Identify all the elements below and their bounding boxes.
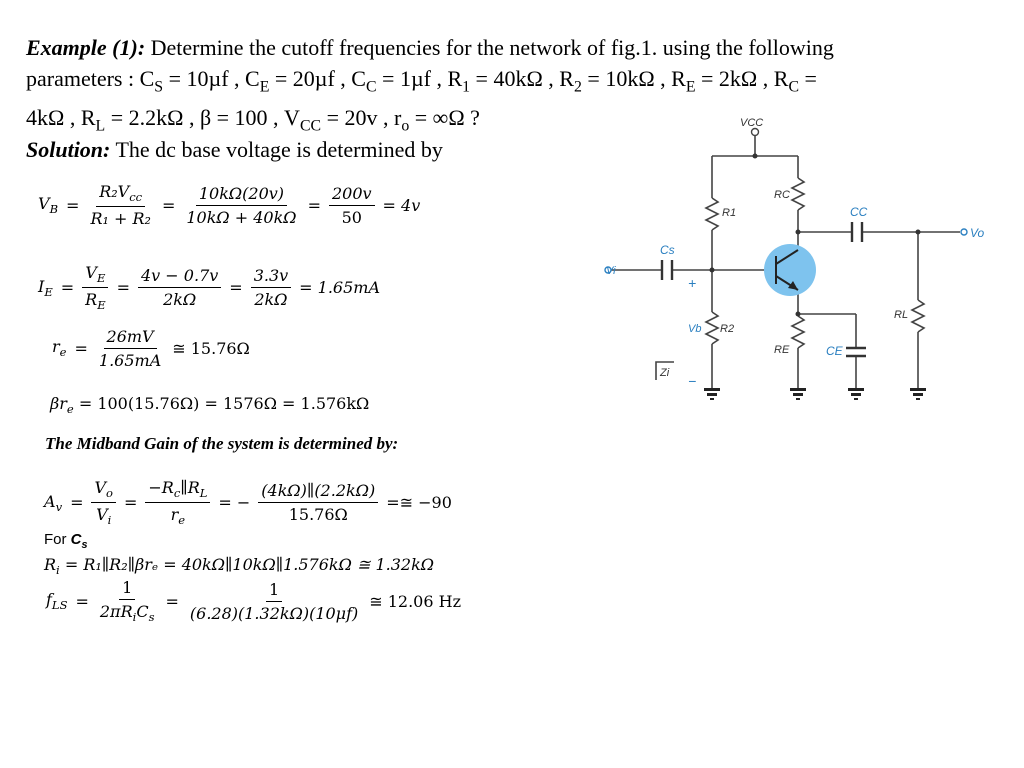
vcc-terminal: [752, 129, 759, 136]
problem-line-1: Determine the cutoff frequencies for the network of fig.1. using the following: [145, 35, 834, 60]
for-cs-label: For $C_s$: [44, 531, 88, 551]
solution-line: [26, 137, 443, 163]
param-r1: = 40kΩ , R: [470, 66, 574, 91]
r2-resistor: [706, 312, 718, 344]
rc-resistor: [792, 178, 804, 210]
rc-label: RC: [774, 189, 790, 201]
sub-cs: S: [154, 78, 164, 96]
param-ce: = 20µf , C: [269, 66, 366, 91]
param-rl: = 2.2kΩ , β = 100 , V: [105, 105, 300, 131]
param-vcc: = 20v , r: [321, 105, 402, 131]
r1-resistor: [706, 198, 718, 230]
re-equation: $r_e$ = $\frac{26mV}{1.65mA}$ ≅ 15.76Ω: [52, 327, 250, 370]
vo-terminal: [961, 229, 967, 235]
rl-resistor: [912, 300, 924, 332]
fls-equation: $f_{LS}$ = $\frac{1}{2\pi R_iC_s}$ = $\frac{1}{(6.28)(1.32k\Omega)(10\mu f)}$ ≅ 12.06 Hz: [46, 578, 461, 625]
minus-sign: −: [688, 373, 697, 389]
sub-r2: 2: [573, 78, 582, 96]
param-r2: = 10kΩ , R: [581, 66, 686, 91]
vcc-label: VCC: [740, 117, 764, 129]
midband-heading: The Midband Gain of the system is determined by:: [45, 434, 399, 453]
sub-re: E: [685, 78, 696, 96]
r2-label: R2: [720, 323, 735, 335]
re-label: RE: [774, 344, 790, 356]
param-line-3: 4kΩ , R: [26, 105, 96, 131]
sub-rc: C: [788, 78, 800, 96]
vo-label: Vo: [970, 226, 985, 240]
vb-label: Vb: [688, 323, 702, 335]
plus-sign: +: [688, 275, 697, 291]
r1-label: R1: [722, 207, 737, 219]
vb-equation: $V_B$ = $\frac{R_2V_{cc}}{\text{R₁ + R₂}}$ = $\frac{10k\Omega(20v)}{10k\Omega + 40k\Omega}$ = $\frac{200v}{50}$ = 4v: [38, 182, 421, 229]
cs-label: Cs: [660, 243, 675, 257]
ground-symbols: [704, 388, 926, 400]
sub-rl: L: [95, 117, 106, 135]
cc-label: CC: [850, 205, 868, 219]
param-re: = 2kΩ , R: [695, 66, 789, 91]
zi-label: Zi: [660, 367, 670, 379]
sub-ce: E: [259, 78, 270, 96]
sub-vcc: CC: [299, 117, 322, 135]
solution-heading: Solution:: [26, 137, 111, 162]
sub-r1: 1: [462, 78, 471, 96]
solution-text: The dc base voltage is determined by: [110, 137, 443, 162]
av-equation: $A_v$ = $\frac{V_o}{V_i}$ = $\frac{-R_c\parallel R_L}{r_e}$ = − $\frac{(4k\Omega)\parallel(2.2k\Omega)}{15.76\Omega}$ =≅ −90: [44, 478, 452, 528]
ri-equation: $R_i$ = R₁∥R₂∥βrₑ = 40kΩ∥10kΩ∥1.576kΩ ≅ 1.32kΩ: [44, 555, 435, 578]
example-heading: Example (1):: [26, 35, 146, 60]
sub-ro: o: [401, 117, 410, 135]
ce-label: CE: [826, 344, 843, 358]
param-rc: =: [799, 66, 817, 91]
param-cs: = 10µf , C: [163, 66, 260, 91]
vi-label: Vi: [606, 265, 616, 277]
param-cc: = 1µf , R: [376, 66, 463, 91]
ie-equation: $I_E$ = $\frac{V_E}{R_E}$ = $\frac{4v - 0.7v}{2k\Omega}$ = $\frac{3.3v}{2k\Omega}$ = 1.65mA: [38, 263, 381, 313]
param-ro: = ∞Ω ?: [409, 105, 480, 131]
beta-re-equation: $\beta r_e = 100(15.76\Omega) = 1576\Omega = 1.576k\Omega$: [50, 394, 370, 417]
param-text: parameters : C: [26, 66, 155, 91]
sub-cc: C: [365, 78, 377, 96]
amplifier-circuit-diagram: [600, 110, 1000, 410]
rl-label: RL: [894, 309, 909, 321]
re-resistor: [792, 316, 804, 348]
